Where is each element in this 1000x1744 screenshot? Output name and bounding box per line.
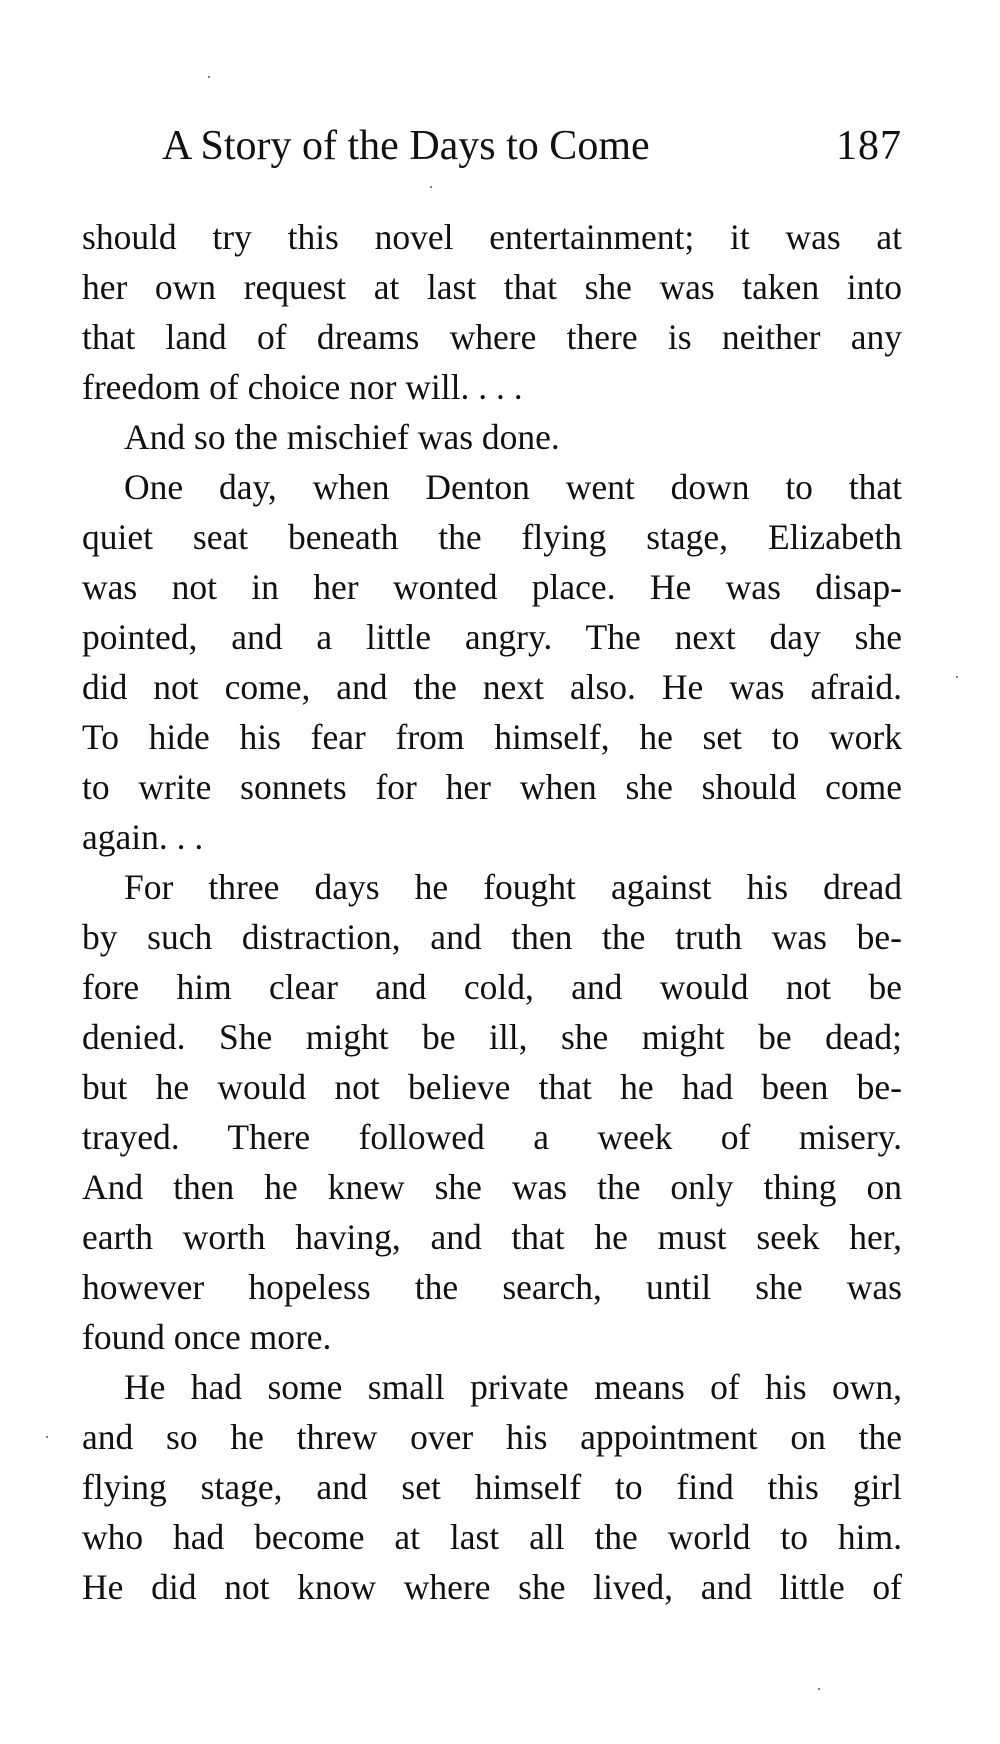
- text-line: denied. She might be ill, she might be dead;: [82, 1017, 902, 1057]
- text-line: to write sonnets for her when she should come: [82, 767, 902, 807]
- running-head-title: A Story of the Days to Come: [162, 123, 650, 169]
- text-line: and so he threw over his appointment on the: [82, 1417, 902, 1457]
- text-line: And then he knew she was the only thing on: [82, 1167, 902, 1207]
- text-line: did not come, and the next also. He was afraid.: [82, 667, 902, 707]
- text-line: again. . .: [82, 817, 204, 857]
- text-line: And so the mischief was done.: [124, 417, 560, 457]
- paper-speck: [430, 186, 432, 188]
- text-line: pointed, and a little angry. The next day she: [82, 617, 902, 657]
- text-line: freedom of choice nor will. . . .: [82, 367, 523, 407]
- text-line: found once more.: [82, 1317, 332, 1357]
- text-line: her own request at last that she was taken into: [82, 267, 902, 307]
- text-line: who had become at last all the world to him.: [82, 1517, 902, 1557]
- text-line: but he would not believe that he had been be-: [82, 1067, 902, 1107]
- text-line: One day, when Denton went down to that: [124, 467, 902, 507]
- text-line: that land of dreams where there is neither any: [82, 317, 902, 357]
- text-line: He had some small private means of his own,: [124, 1367, 902, 1407]
- text-line: by such distraction, and then the truth was be-: [82, 917, 902, 957]
- text-line: earth worth having, and that he must seek her,: [82, 1217, 902, 1257]
- text-line: quiet seat beneath the flying stage, Elizabeth: [82, 517, 902, 557]
- text-line: was not in her wonted place. He was disap-: [82, 567, 902, 607]
- paper-speck: [818, 1688, 820, 1690]
- body-text: [82, 212, 902, 1612]
- running-head: [162, 118, 902, 174]
- paper-speck: [46, 1436, 48, 1438]
- text-line: however hopeless the search, until she was: [82, 1267, 902, 1307]
- text-line: For three days he fought against his dread: [124, 867, 902, 907]
- page-number: 187: [836, 123, 902, 169]
- paper-speck: [208, 76, 210, 78]
- text-line: flying stage, and set himself to find this girl: [82, 1467, 902, 1507]
- text-line: trayed. There followed a week of misery.: [82, 1117, 902, 1157]
- text-line: should try this novel entertainment; it was at: [82, 217, 902, 257]
- paper-speck: [956, 676, 958, 678]
- text-line: He did not know where she lived, and little of: [82, 1567, 902, 1607]
- text-line: fore him clear and cold, and would not be: [82, 967, 902, 1007]
- text-line: To hide his fear from himself, he set to work: [82, 717, 902, 757]
